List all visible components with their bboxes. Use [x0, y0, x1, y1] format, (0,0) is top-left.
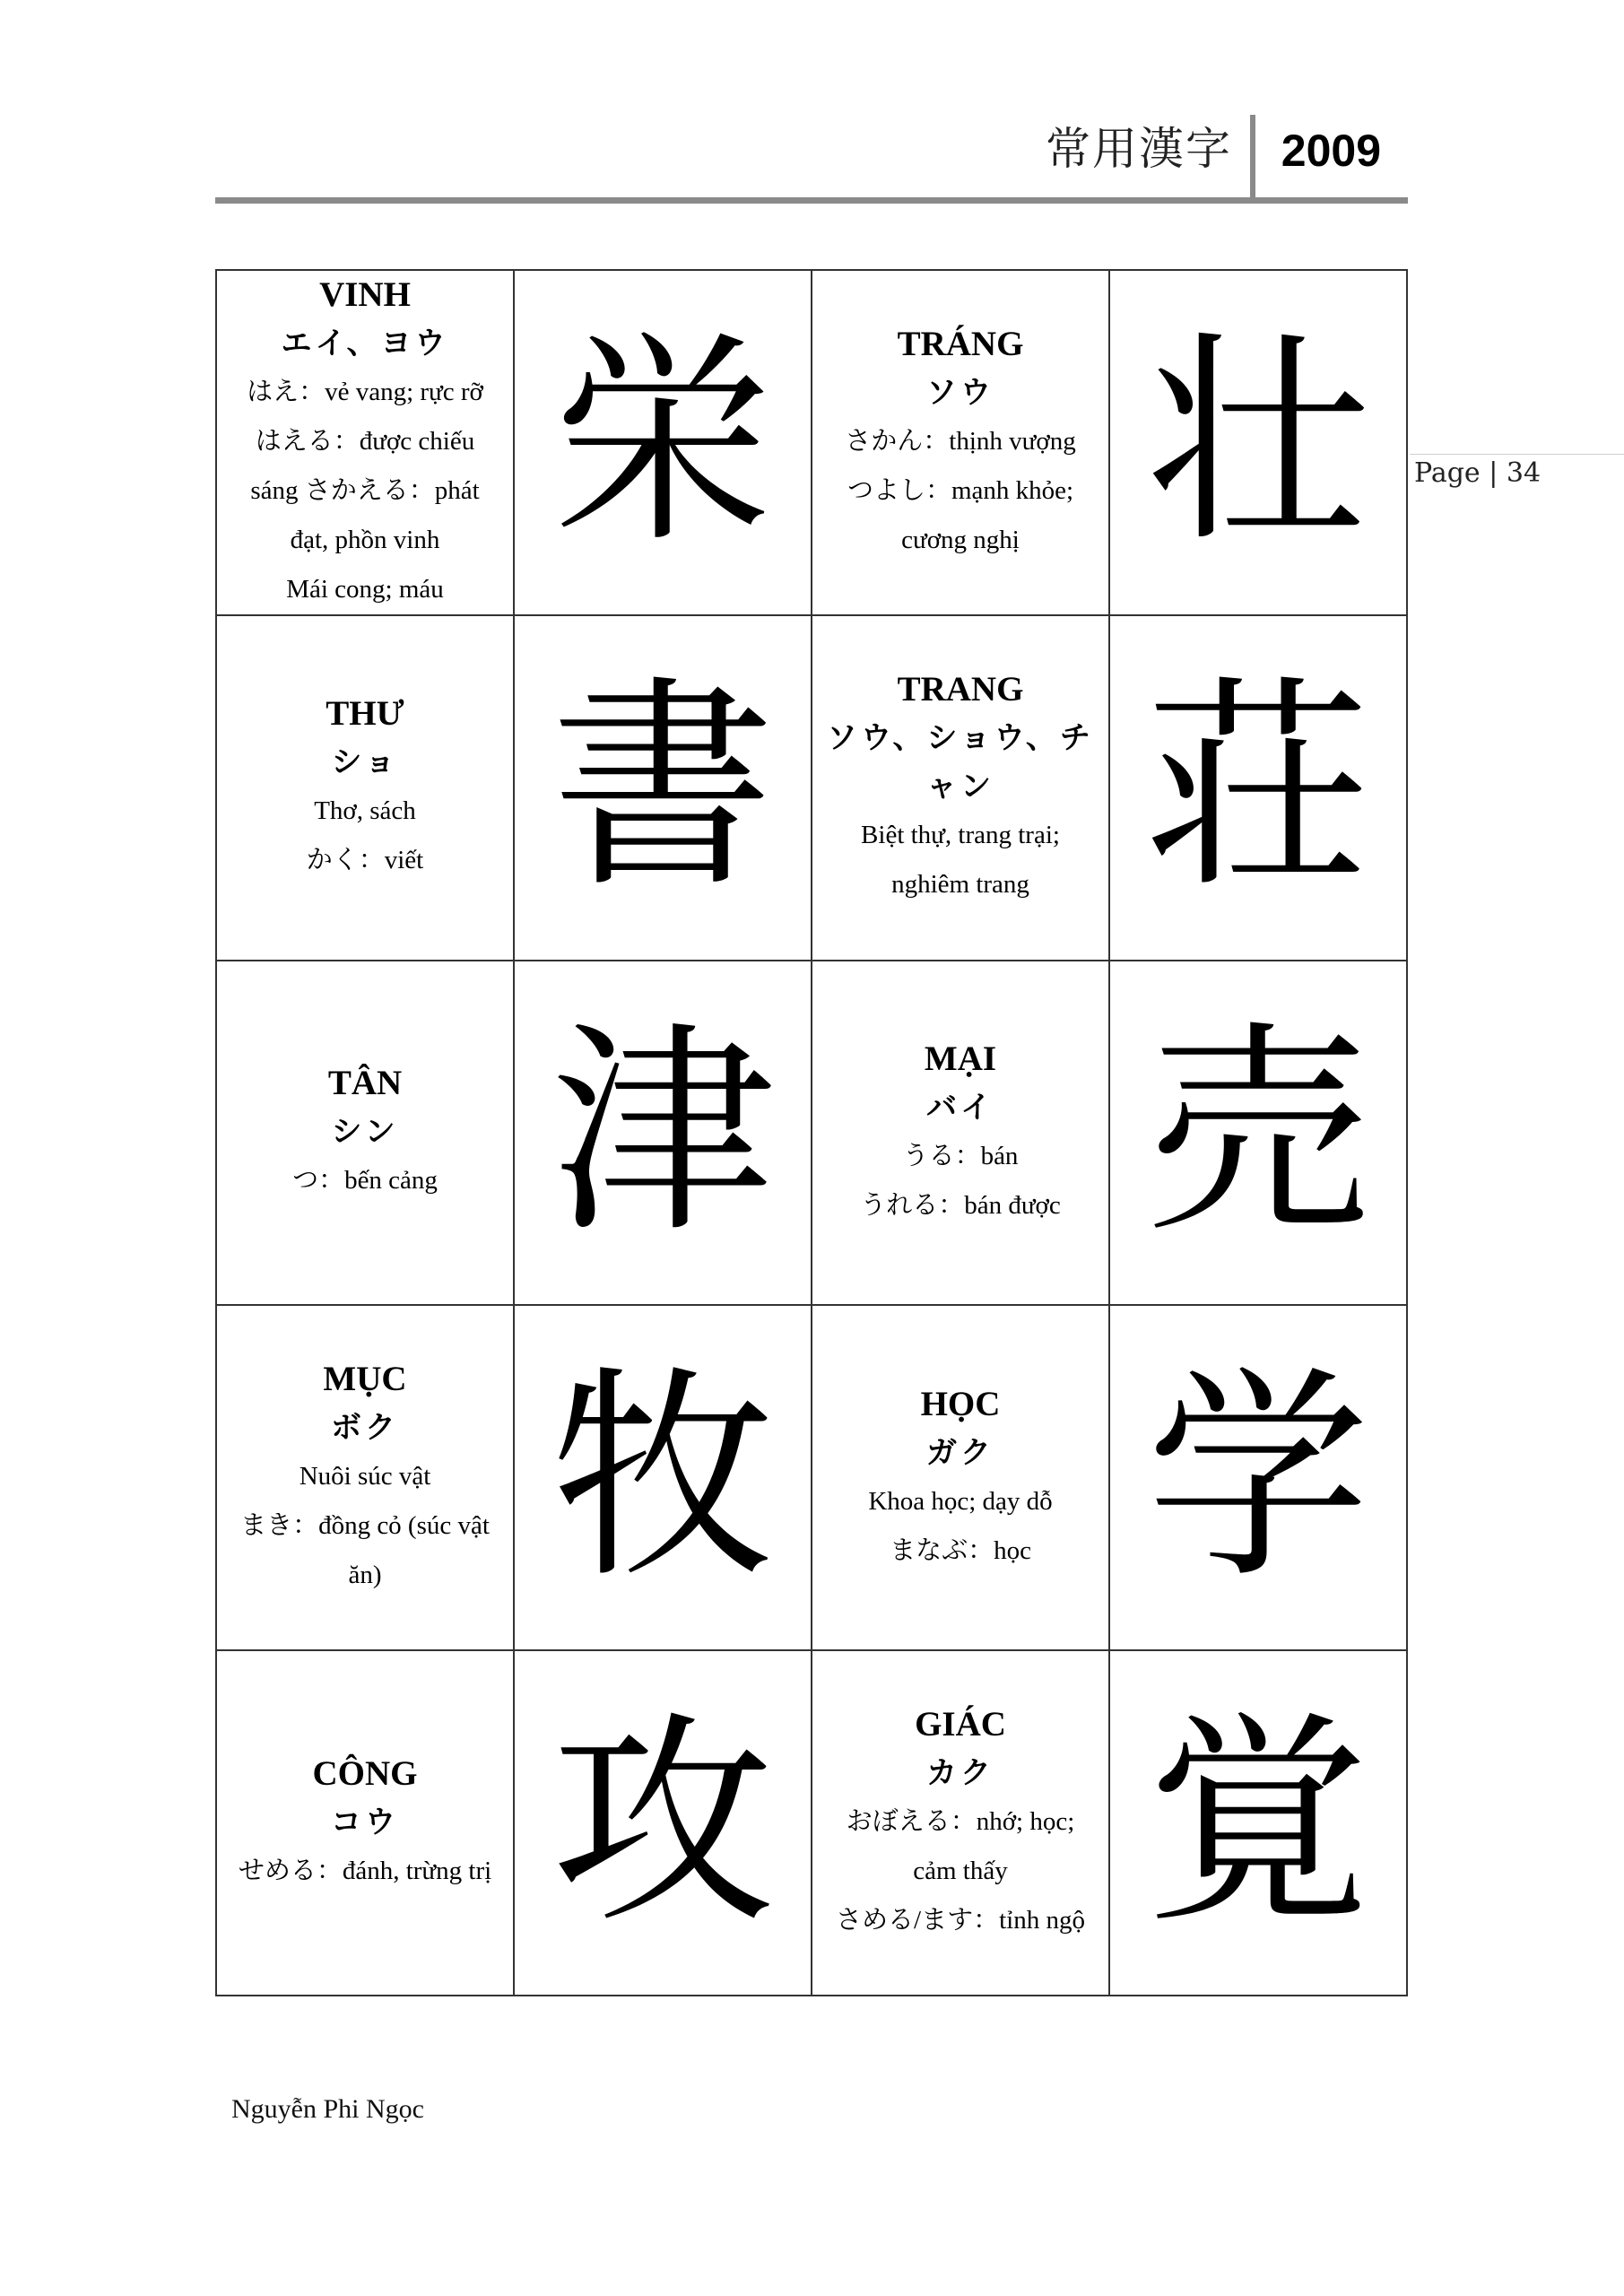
meaning-line: さめる/ます：tỉnh ngộ — [836, 1906, 1085, 1935]
sino-vietnamese-reading: TRÁNG — [897, 324, 1024, 363]
meaning-line: nghiêm trang — [891, 870, 1029, 900]
on-reading: ソウ、ショウ、チャン — [827, 720, 1094, 805]
kanji-character: 津 — [551, 1001, 775, 1263]
meaning-line: かく：viết — [306, 846, 424, 875]
on-reading: ボク — [331, 1410, 399, 1447]
kanji-info-cell — [812, 1306, 1110, 1651]
kanji-glyph-cell — [515, 961, 812, 1307]
kanji-glyph-cell — [1110, 616, 1408, 961]
kanji-glyph-cell — [515, 271, 812, 616]
meaning-line: はえ：vẻ vang; rực rỡ — [247, 377, 483, 406]
kanji-character: 書 — [551, 657, 775, 918]
kanji-character: 牧 — [551, 1346, 775, 1608]
kanji-info-cell — [217, 616, 515, 961]
meaning-line: Nuôi súc vật — [299, 1462, 431, 1492]
meaning-line: せめる：đánh, trừng trị — [238, 1857, 492, 1886]
kanji-glyph-cell — [515, 1651, 812, 1996]
meaning-line: うれる：bán được — [860, 1190, 1061, 1220]
kanji-card-grid — [215, 269, 1408, 1996]
footer-author: Nguyễn Phi Ngọc — [231, 2094, 424, 2124]
on-reading: ショ — [331, 744, 399, 781]
header-title: 常用漢字 — [1046, 123, 1232, 175]
meaning-line: さかん：thịnh vượng — [845, 426, 1076, 456]
on-reading: エイ、ヨウ — [281, 325, 449, 361]
meaning-line: まき：đồng cỏ (súc vật — [240, 1511, 490, 1541]
kanji-info-cell — [812, 1651, 1110, 1996]
header-rule — [215, 197, 1408, 204]
page-header — [215, 115, 1408, 203]
kanji-character: 売 — [1146, 1001, 1370, 1263]
kanji-character: 栄 — [551, 311, 775, 573]
page-number: Page | 34 — [1414, 457, 1541, 489]
sino-vietnamese-reading: TRANG — [897, 670, 1024, 709]
meaning-line: Biệt thự, trang trại; — [861, 821, 1060, 850]
kanji-glyph-cell — [1110, 1306, 1408, 1651]
meaning-line: はえる：được chiếu — [255, 426, 475, 456]
kanji-character: 壮 — [1146, 311, 1370, 573]
kanji-info-cell — [812, 616, 1110, 961]
meaning-line: まなぶ：học — [890, 1535, 1031, 1565]
kanji-info-cell — [217, 1651, 515, 1996]
sino-vietnamese-reading: THƯ — [326, 694, 404, 734]
on-reading: シン — [331, 1114, 399, 1151]
meaning-line: うる：bán — [902, 1141, 1019, 1170]
header-divider — [1250, 115, 1255, 199]
meaning-line: Khoa học; dạy dỗ — [868, 1486, 1053, 1516]
meaning-line: Thơ, sách — [314, 796, 416, 826]
kanji-glyph-cell — [1110, 1651, 1408, 1996]
meaning-line: sáng さかえる：phát — [250, 475, 480, 505]
kanji-glyph-cell — [1110, 961, 1408, 1307]
kanji-glyph-cell — [515, 1306, 812, 1651]
kanji-character: 学 — [1146, 1346, 1370, 1608]
on-reading: ガク — [926, 1434, 994, 1471]
page-number-rule — [1410, 454, 1624, 455]
kanji-character: 攻 — [551, 1692, 775, 1953]
kanji-character: 覚 — [1146, 1692, 1370, 1953]
kanji-info-cell — [812, 961, 1110, 1307]
kanji-info-cell — [217, 961, 515, 1307]
meaning-line: つよし：mạnh khỏe; — [847, 475, 1074, 505]
meaning-line: おぼえる：nhớ; học; — [846, 1807, 1075, 1837]
sino-vietnamese-reading: TÂN — [327, 1064, 403, 1103]
kanji-character: 荘 — [1146, 657, 1370, 918]
sino-vietnamese-reading: GIÁC — [915, 1705, 1006, 1744]
sino-vietnamese-reading: CÔNG — [312, 1754, 418, 1794]
kanji-glyph-cell — [1110, 271, 1408, 616]
meaning-line: つ：bến cảng — [292, 1166, 438, 1196]
meaning-line: ăn) — [348, 1561, 382, 1590]
meaning-line: cương nghị — [901, 525, 1020, 554]
on-reading: ソウ — [926, 374, 994, 411]
kanji-info-cell — [812, 271, 1110, 616]
sino-vietnamese-reading: VINH — [319, 274, 411, 314]
sino-vietnamese-reading: HỌC — [920, 1384, 1001, 1423]
kanji-glyph-cell — [515, 616, 812, 961]
on-reading: バイ — [926, 1089, 994, 1126]
on-reading: コウ — [331, 1805, 399, 1841]
meaning-line: cảm thấy — [913, 1857, 1008, 1886]
meaning-line: Mái cong; máu — [286, 574, 444, 604]
header-year: 2009 — [1281, 126, 1381, 176]
meaning-line: đạt, phồn vinh — [290, 525, 440, 554]
sino-vietnamese-reading: MỤC — [323, 1360, 407, 1399]
sino-vietnamese-reading: MẠI — [924, 1039, 997, 1078]
kanji-info-cell — [217, 1306, 515, 1651]
on-reading: カク — [926, 1755, 994, 1792]
kanji-info-cell — [217, 271, 515, 616]
